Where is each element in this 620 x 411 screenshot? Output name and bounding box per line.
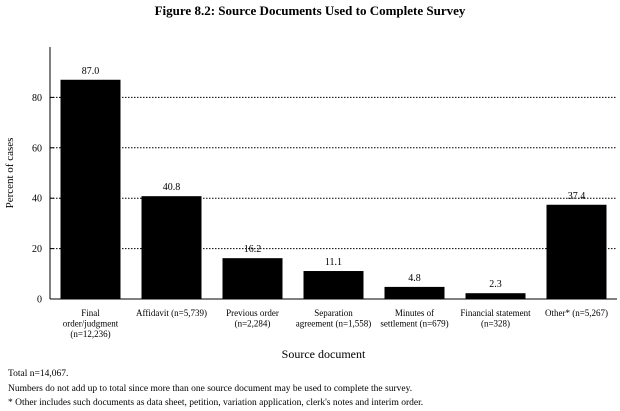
category-label-line: (n=12,236) xyxy=(70,329,111,339)
chart-title: Figure 8.2: Source Documents Used to Complete Survey xyxy=(154,3,466,18)
bar-3 xyxy=(223,258,283,299)
bar-7 xyxy=(547,205,607,299)
data-label-6: 2.3 xyxy=(489,279,502,291)
category-label-1 xyxy=(63,308,119,339)
category-label-line: Other* (n=5,267) xyxy=(544,308,609,318)
category-label-line: order/judgment xyxy=(62,318,119,329)
note-total: Total n=14,067. xyxy=(8,369,69,379)
bar-2 xyxy=(142,196,202,299)
y-tick-label-0: 0 xyxy=(37,294,42,306)
category-label-line: Financial statement xyxy=(460,308,531,318)
bar-5 xyxy=(385,287,445,299)
bar-6 xyxy=(466,293,526,299)
category-label-line: Minutes of xyxy=(394,308,435,318)
y-tick-label-20: 20 xyxy=(32,244,42,256)
category-label-line: (n=2,284) xyxy=(234,318,271,329)
data-label-7: 37.4 xyxy=(567,190,586,202)
category-label-line: settlement (n=679) xyxy=(380,318,449,329)
category-label-2 xyxy=(136,308,207,318)
category-label-4 xyxy=(296,308,372,329)
category-label-line: Final xyxy=(81,308,100,318)
note-overlap: Numbers do not add up to total since more than one source document may be used to complete the survey. xyxy=(8,384,413,394)
y-tick-label-80: 80 xyxy=(32,92,42,104)
category-label-line: agreement (n=1,558) xyxy=(295,318,372,329)
data-label-2: 40.8 xyxy=(162,182,181,194)
y-axis-label: Percent of cases xyxy=(4,137,16,209)
data-label-3: 16.2 xyxy=(243,244,262,256)
bar-1 xyxy=(61,80,121,299)
y-tick-label-60: 60 xyxy=(32,143,42,155)
bar-4 xyxy=(304,271,364,299)
data-label-4: 11.1 xyxy=(324,257,343,269)
category-label-line: Previous order xyxy=(226,308,279,318)
data-label-5: 4.8 xyxy=(408,272,421,284)
y-tick-label-40: 40 xyxy=(32,193,42,205)
category-label-line: (n=328) xyxy=(480,318,511,329)
note-other: * Other includes such documents as data sheet, petition, variation application, clerk's notes and interim order. xyxy=(8,398,424,408)
data-label-1: 87.0 xyxy=(81,65,100,77)
category-label-line: Separation xyxy=(314,308,353,318)
category-label-line: Affidavit (n=5,739) xyxy=(136,308,207,318)
gridlines xyxy=(50,97,617,248)
category-label-5 xyxy=(380,308,448,329)
category-label-7 xyxy=(545,308,608,318)
category-label-6 xyxy=(460,308,531,329)
x-axis-label: Source document xyxy=(281,347,366,361)
category-label-3 xyxy=(226,308,279,329)
